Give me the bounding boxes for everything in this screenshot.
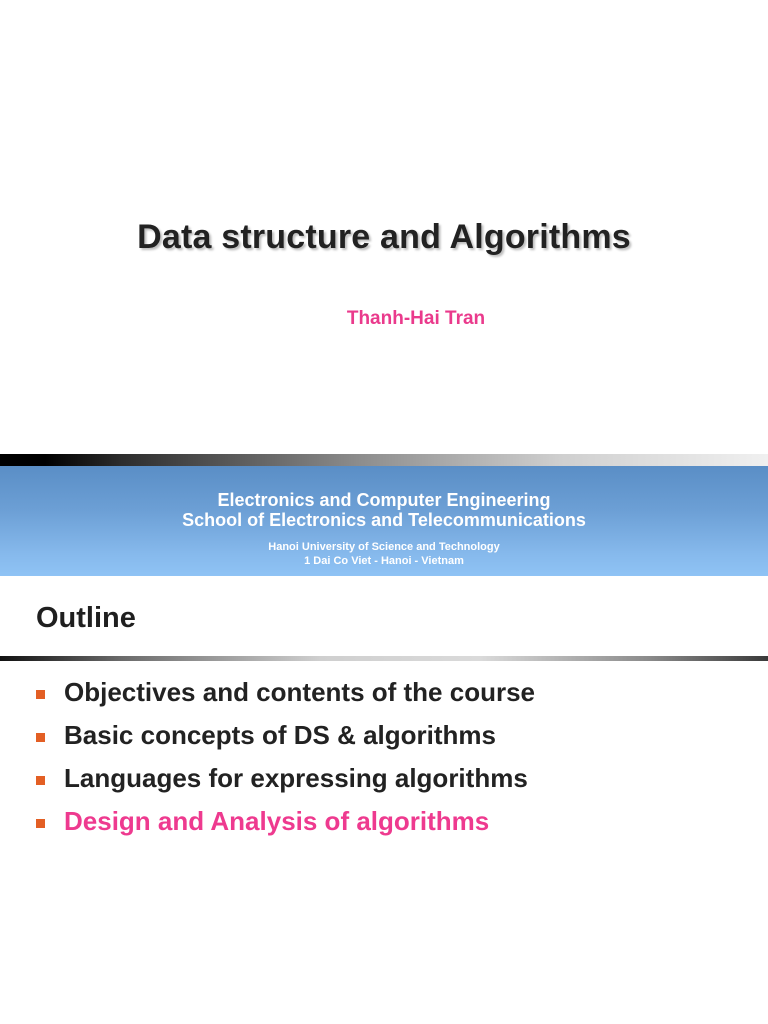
institution-banner [0,466,768,576]
heading-divider [0,656,768,661]
school-line: School of Electronics and Telecommunications [182,510,586,530]
outline-slide [0,576,768,1024]
square-bullet-icon [36,690,45,699]
square-bullet-icon [36,819,45,828]
list-item-text: Languages for expressing algorithms [64,763,528,793]
square-bullet-icon [36,733,45,742]
university-line: Hanoi University of Science and Technology [268,541,500,553]
gradient-divider [0,454,768,466]
author-name: Thanh-Hai Tran [346,308,486,329]
address-line: 1 Dai Co Viet - Hanoi - Vietnam [304,555,464,567]
outline-heading: Outline [36,602,136,634]
list-item-text: Basic concepts of DS & algorithms [64,720,496,750]
slide-title: Data structure and Algorithms [137,218,631,256]
department-line: Electronics and Computer Engineering [217,490,551,510]
list-item-text: Design and Analysis of algorithms [64,806,490,836]
list-item-text: Objectives and contents of the course [64,677,535,707]
square-bullet-icon [36,776,45,785]
